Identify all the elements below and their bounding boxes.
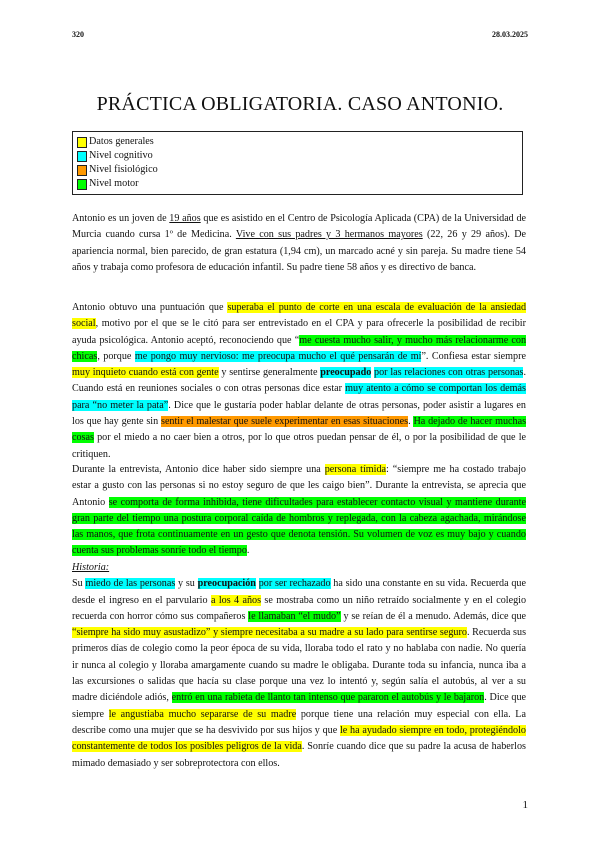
text: . (408, 416, 414, 428)
legend-item (77, 163, 518, 177)
text: por el miedo a no caer bien a otros, por lo que otros puedan pensar de él, o por la posibilidad de que le critiquen. (72, 432, 526, 460)
text: : “siempre me ha costado trabajo estar a gusto con las personas si no estoy seguro de que les caigo bien”. Durante la entrevista, se aprecia que Antonio (72, 464, 526, 508)
page-title: PRÁCTICA OBLIGATORIA. CASO ANTONIO. (96, 93, 504, 115)
text: . Cuando está en reuniones sociales o con otras personas dice estar (72, 367, 526, 395)
text: (22, 26 y 29 años). De apariencia normal, bien parecido, de gran estatura (1,94 cm), un marcado acné y sin pareja. Su madre tiene 54 años y trabaja como profesora de educación infantil. Su padre tiene 58 años y es directivo de banca. (72, 229, 526, 273)
paragraph-interview (72, 462, 526, 560)
highlight-motor: entró en una rabieta de llanto tan intenso que pararon el autobús y le bajaron (171, 692, 485, 704)
highlight-general: superaba el punto de corte en una escala de evaluación de la ansiedad social (72, 302, 527, 330)
highlight-motor: le llamaban “el mudo” (248, 610, 341, 622)
highlight-physiological: sentir el malestar que suele experimentar en esas situaciones (161, 416, 409, 428)
legend-item (77, 177, 518, 191)
highlight-cognitive: muy atento a cómo se comportan los demás para “no meter la pata” (72, 383, 526, 411)
paragraph-evaluation (72, 300, 526, 463)
text: . (246, 545, 250, 557)
text: se mostraba como un niño retraído socialmente y en el colegio recuerda con horror cómo sus compañeros (72, 594, 527, 622)
text: . Recuerda sus primeros días de colegio como la peor época de su vida, lloraba todo el rato y no hablaba con nadie. No quería ir nunca al colegio y lloraba amargamente cuando su madre le obligaba. Durante toda su infancia, nunca iba a las excursiones o salidas que hacía su clase porque una vez lo intentó y, según salía el autobús, al ver a su madre diciéndole adiós, (72, 627, 527, 704)
legend-label: Datos generales (89, 136, 154, 147)
legend-item (77, 135, 518, 149)
text: ha sido una constante en su vida. Recuerda que desde el ingreso en el parvulario (72, 578, 526, 606)
highlight-cognitive: por las relaciones con otras personas (374, 367, 524, 379)
swatch-orange (77, 165, 87, 176)
text: y su (175, 578, 198, 590)
highlight-cognitive: preocupado (320, 367, 372, 379)
highlight-cognitive: miedo de las personas (85, 578, 176, 590)
highlight-cognitive: preocupación (197, 578, 256, 590)
text: Antonio es un joven de (72, 213, 170, 224)
legend-label: Nivel motor (89, 178, 139, 189)
highlight-general: le angustiaba mucho separarse de su madre (108, 708, 297, 720)
text: Su (72, 578, 86, 590)
legend-label: Nivel fisiológico (89, 164, 158, 175)
age-text: 19 años (169, 213, 201, 224)
swatch-cyan (77, 151, 87, 162)
swatch-green (77, 179, 87, 190)
highlight-general: persona tímida (324, 464, 387, 475)
highlight-motor: me cuesta mucho salir, y mucho más relacionarme con chicas (72, 334, 527, 362)
text: y se reían de él a menudo. Además, dice que (340, 610, 527, 622)
highlight-cognitive: por ser rechazado (258, 578, 331, 590)
paragraph-general-data (72, 211, 526, 276)
text: ”. Confiesa estar siempre (421, 350, 526, 362)
highlight-general: “siempre ha sido muy asustadizo” y siempre necesitaba a su madre a su lado para sentirse seguro (72, 627, 467, 639)
text: Durante la entrevista, Antonio dice haber sido siempre una (72, 464, 325, 475)
text: , motivo por el que se le citó para ser entrevistado en el CPA y para ofrecerle la posibilidad de recibir ayuda psicológica. Antonio aceptó, reconociendo que “ (72, 318, 526, 346)
highlight-motor: Ha dejado de hacer muchas cosas (72, 416, 527, 444)
header-left: 320 (72, 30, 84, 39)
text: porque tiene una relación muy especial con ella. La describe como una mujer que se ha desvivido por sus hijos y que (72, 708, 526, 736)
highlight-general: a los 4 años (210, 594, 262, 606)
text: que es asistido en el Centro de Psicología Aplicada (CPA) de la Universidad de Murcia cuando cursa 1º de Medicina. (72, 213, 527, 241)
legend-item (77, 149, 518, 163)
highlight-motor: se comporta de forma inhibida, tiene dificultades para establecer contacto visual y mantiene durante gran parte del tiempo una postura corporal caída de hombros y replegada, con la cabeza agachada, mirándose las manos, que frota continuamente en un gesto que denota tensión. Su volumen de voz es muy bajo y cuando cuenta sus problemas sonríe todo el tiempo (72, 496, 526, 557)
legend-label: Nivel cognitivo (89, 150, 153, 161)
legend-box (72, 131, 523, 195)
header-date: 28.03.2025 (492, 30, 528, 39)
text: . Dice que siempre (72, 692, 527, 720)
section-heading: Historia: (72, 562, 110, 573)
swatch-yellow (77, 137, 87, 148)
text: y sentirse generalmente (218, 367, 321, 379)
paragraph-history (72, 560, 526, 772)
text: . Dice que le gustaría poder hablar delante de otras personas, poder asistir a lugares en los que hay gente sin (72, 399, 526, 428)
highlight-general: le ha ayudado siempre en todo, protegiéndolo constantemente de todos los posibles peligros de la vida (72, 724, 526, 753)
highlight-general: muy inquieto cuando está con gente (72, 367, 219, 379)
page-number: 1 (522, 799, 528, 811)
highlight-cognitive: me pongo muy nervioso: me preocupa mucho el qué pensarán de mí (134, 350, 422, 362)
family-text: Vive con sus padres y 3 hermanos mayores (235, 229, 423, 241)
text: Antonio obtuvo una puntuación que (72, 302, 228, 313)
text: , porque (97, 350, 135, 362)
text: . Sonríe cuando dice que su padre la acusa de haberlos mimado demasiado y ser sobreprotectora con ellos. (72, 741, 526, 769)
